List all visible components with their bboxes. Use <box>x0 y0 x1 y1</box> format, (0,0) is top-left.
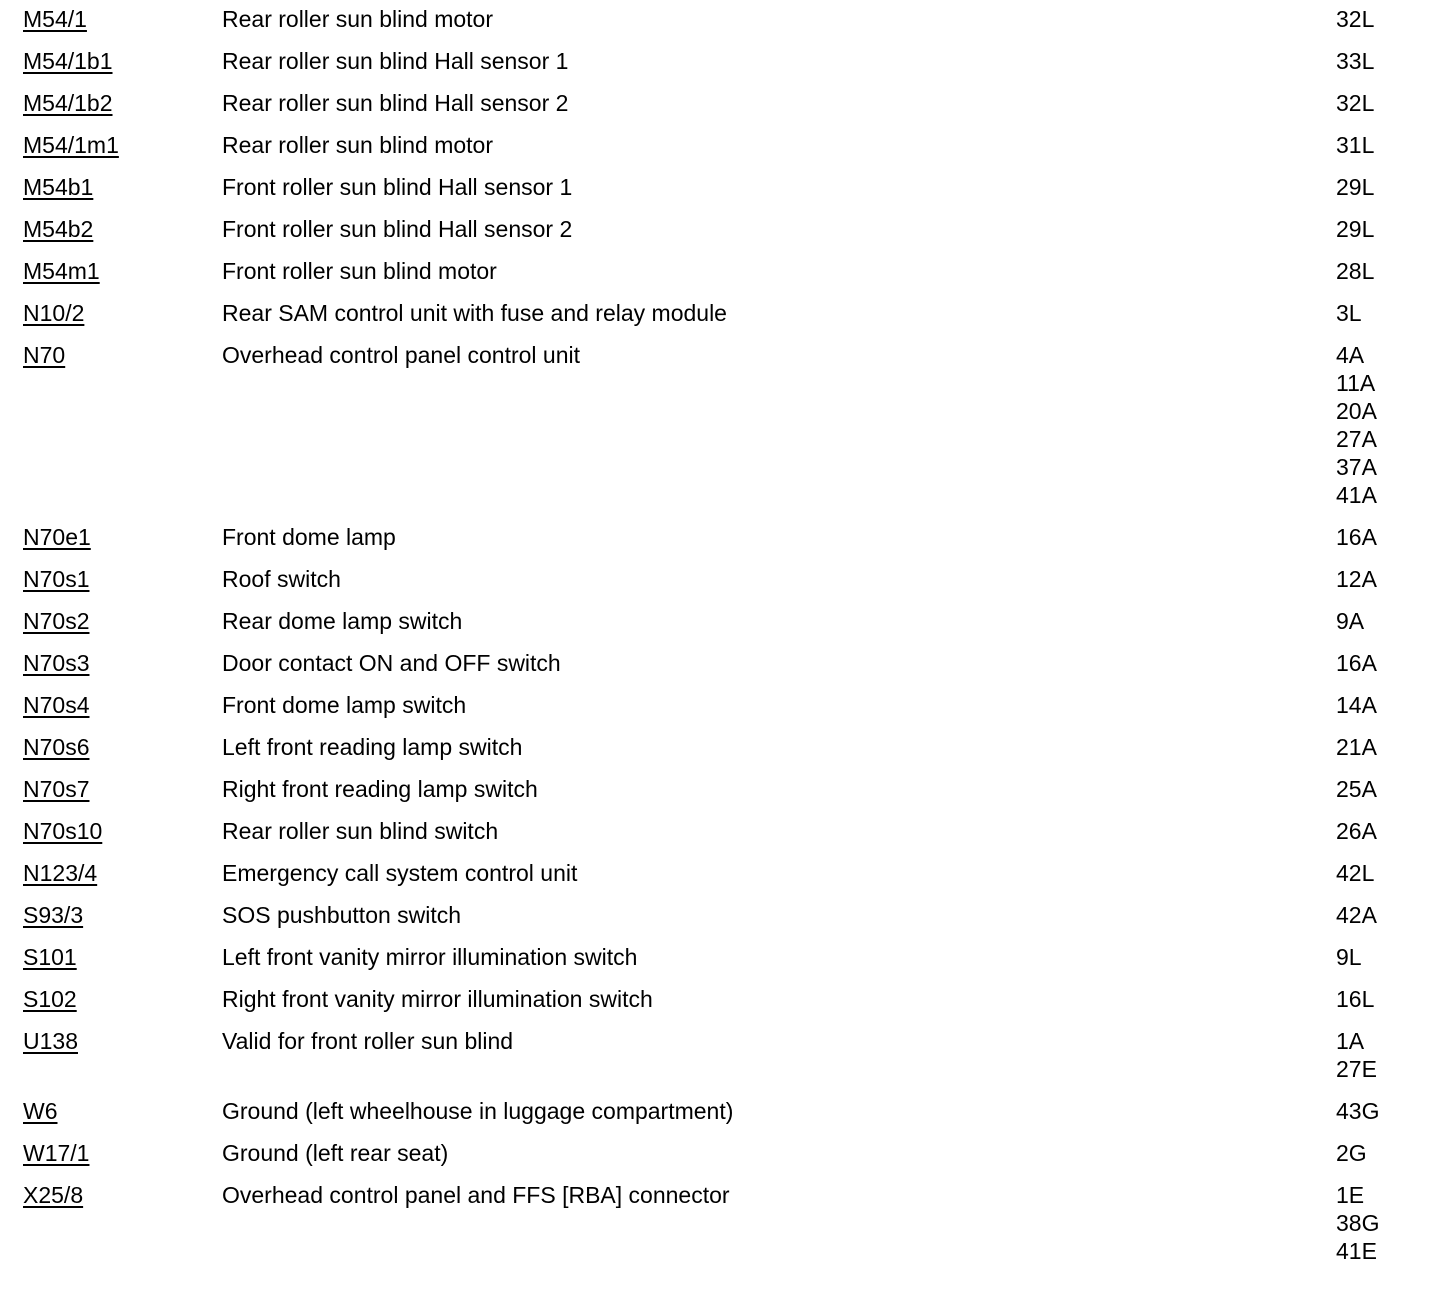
legend-row-n70e1 <box>0 523 1456 565</box>
component-description: Front roller sun blind motor <box>222 258 497 284</box>
grid-location: 11A <box>1336 370 1376 396</box>
grid-location-list <box>1336 775 1436 803</box>
component-code-link[interactable]: N70s6 <box>23 734 90 760</box>
grid-location: 37A <box>1336 454 1377 480</box>
legend-row-n70s1 <box>0 565 1456 607</box>
grid-location: 27A <box>1336 426 1377 452</box>
component-code-link[interactable]: N10/2 <box>23 300 85 326</box>
component-code-link[interactable]: M54b1 <box>23 174 94 200</box>
component-description: Ground (left wheelhouse in luggage compartment) <box>222 1098 734 1124</box>
grid-location: 38G <box>1336 1210 1380 1236</box>
legend-row-m54-1 <box>0 5 1456 47</box>
grid-location-list <box>1336 733 1436 761</box>
legend-row-m54-1m1 <box>0 131 1456 173</box>
legend-row-m54m1 <box>0 257 1456 299</box>
legend-row-w6 <box>0 1097 1456 1139</box>
component-description: Front roller sun blind Hall sensor 2 <box>222 216 573 242</box>
component-code-link[interactable]: N70s4 <box>23 692 90 718</box>
legend-row-n70s10 <box>0 817 1456 859</box>
grid-location: 3L <box>1336 300 1362 326</box>
grid-location-list <box>1336 1027 1436 1083</box>
legend-row-m54-1b2 <box>0 89 1456 131</box>
component-code-link[interactable]: N70s2 <box>23 608 90 634</box>
component-code-link[interactable]: X25/8 <box>23 1182 84 1208</box>
grid-location-list <box>1336 859 1436 887</box>
component-description: Door contact ON and OFF switch <box>222 650 561 676</box>
component-code-link[interactable]: N70s7 <box>23 776 90 802</box>
legend-row-m54-1b1 <box>0 47 1456 89</box>
grid-location-list <box>1336 607 1436 635</box>
grid-location-list <box>1336 985 1436 1013</box>
grid-location-list <box>1336 901 1436 929</box>
grid-location-list <box>1336 299 1436 327</box>
legend-row-m54b1 <box>0 173 1456 215</box>
grid-location: 2G <box>1336 1140 1367 1166</box>
component-code-link[interactable]: M54/1b2 <box>23 90 113 116</box>
legend-row-n70s3 <box>0 649 1456 691</box>
legend-row-n10-2 <box>0 299 1456 341</box>
grid-location: 28L <box>1336 258 1375 284</box>
component-description: Overhead control panel control unit <box>222 342 580 368</box>
grid-location-list <box>1336 1097 1436 1125</box>
component-code-link[interactable]: S102 <box>23 986 77 1012</box>
legend-row-u138 <box>0 1027 1456 1097</box>
grid-location: 31L <box>1336 132 1375 158</box>
component-code-link[interactable]: W17/1 <box>23 1140 90 1166</box>
grid-location-list <box>1336 1181 1436 1265</box>
component-description: Front roller sun blind Hall sensor 1 <box>222 174 573 200</box>
grid-location-list <box>1336 173 1436 201</box>
grid-location: 32L <box>1336 90 1375 116</box>
component-description: Rear dome lamp switch <box>222 608 463 634</box>
grid-location: 21A <box>1336 734 1377 760</box>
grid-location: 27E <box>1336 1056 1377 1082</box>
component-description: SOS pushbutton switch <box>222 902 462 928</box>
component-description: Overhead control panel and FFS [RBA] connector <box>222 1182 730 1208</box>
component-code-link[interactable]: W6 <box>23 1098 58 1124</box>
grid-location-list <box>1336 47 1436 75</box>
grid-location-list <box>1336 341 1436 509</box>
grid-location-list <box>1336 89 1436 117</box>
legend-row-n123-4 <box>0 859 1456 901</box>
legend-row-w17-1 <box>0 1139 1456 1181</box>
grid-location: 33L <box>1336 48 1375 74</box>
component-code-link[interactable]: U138 <box>23 1028 78 1054</box>
legend-row-s93-3 <box>0 901 1456 943</box>
legend-row-n70s6 <box>0 733 1456 775</box>
component-code-link[interactable]: N70e1 <box>23 524 91 550</box>
grid-location: 1A <box>1336 1028 1365 1054</box>
grid-location: 16L <box>1336 986 1375 1012</box>
grid-location: 29L <box>1336 216 1375 242</box>
component-description: Right front reading lamp switch <box>222 776 538 802</box>
grid-location: 25A <box>1336 776 1377 802</box>
component-code-link[interactable]: N70s10 <box>23 818 103 844</box>
grid-location: 26A <box>1336 818 1377 844</box>
component-code-link[interactable]: M54b2 <box>23 216 94 242</box>
grid-location-list <box>1336 523 1436 551</box>
component-code-link[interactable]: N70 <box>23 342 66 368</box>
legend-row-n70s2 <box>0 607 1456 649</box>
legend-row-s101 <box>0 943 1456 985</box>
grid-location: 42L <box>1336 860 1375 886</box>
grid-location: 12A <box>1336 566 1377 592</box>
component-legend-list <box>0 5 1456 1279</box>
grid-location: 9L <box>1336 944 1362 970</box>
component-description: Rear roller sun blind Hall sensor 2 <box>222 90 569 116</box>
component-code-link[interactable]: M54/1b1 <box>23 48 113 74</box>
grid-location: 43G <box>1336 1098 1380 1124</box>
component-code-link[interactable]: M54/1 <box>23 6 87 32</box>
grid-location: 4A <box>1336 342 1365 368</box>
component-description: Rear roller sun blind motor <box>222 6 494 32</box>
grid-location: 16A <box>1336 650 1377 676</box>
legend-row-n70 <box>0 341 1456 523</box>
grid-location-list <box>1336 1139 1436 1167</box>
grid-location-list <box>1336 649 1436 677</box>
grid-location: 41A <box>1336 482 1377 508</box>
component-description: Front dome lamp <box>222 524 396 550</box>
grid-location-list <box>1336 131 1436 159</box>
grid-location-list <box>1336 691 1436 719</box>
component-code-link[interactable]: N123/4 <box>23 860 98 886</box>
grid-location-list <box>1336 5 1436 33</box>
component-description: Emergency call system control unit <box>222 860 578 886</box>
grid-location: 20A <box>1336 398 1377 424</box>
component-description: Valid for front roller sun blind <box>222 1028 514 1054</box>
grid-location: 16A <box>1336 524 1377 550</box>
component-code-link[interactable]: M54m1 <box>23 258 100 284</box>
grid-location: 1E <box>1336 1182 1365 1208</box>
legend-row-m54b2 <box>0 215 1456 257</box>
component-description: Front dome lamp switch <box>222 692 467 718</box>
component-code-link[interactable]: S101 <box>23 944 77 970</box>
legend-row-n70s4 <box>0 691 1456 733</box>
grid-location: 41E <box>1336 1238 1377 1264</box>
legend-row-x25-8 <box>0 1181 1456 1279</box>
grid-location-list <box>1336 215 1436 243</box>
grid-location-list <box>1336 565 1436 593</box>
component-code-link[interactable]: N70s1 <box>23 566 90 592</box>
component-code-link[interactable]: M54/1m1 <box>23 132 119 158</box>
grid-location: 9A <box>1336 608 1365 634</box>
component-description: Right front vanity mirror illumination switch <box>222 986 653 1012</box>
legend-row-s102 <box>0 985 1456 1027</box>
grid-location: 32L <box>1336 6 1375 32</box>
component-description: Rear roller sun blind switch <box>222 818 499 844</box>
grid-location: 29L <box>1336 174 1375 200</box>
component-description: Rear roller sun blind motor <box>222 132 494 158</box>
grid-location-list <box>1336 257 1436 285</box>
component-code-link[interactable]: N70s3 <box>23 650 90 676</box>
grid-location: 42A <box>1336 902 1377 928</box>
grid-location-list <box>1336 943 1436 971</box>
component-code-link[interactable]: S93/3 <box>23 902 84 928</box>
component-description: Roof switch <box>222 566 341 592</box>
component-description: Rear SAM control unit with fuse and relay module <box>222 300 727 326</box>
legend-row-n70s7 <box>0 775 1456 817</box>
component-description: Ground (left rear seat) <box>222 1140 449 1166</box>
component-description: Left front vanity mirror illumination switch <box>222 944 638 970</box>
component-description: Rear roller sun blind Hall sensor 1 <box>222 48 569 74</box>
component-description: Left front reading lamp switch <box>222 734 523 760</box>
grid-location-list <box>1336 817 1436 845</box>
grid-location: 14A <box>1336 692 1377 718</box>
